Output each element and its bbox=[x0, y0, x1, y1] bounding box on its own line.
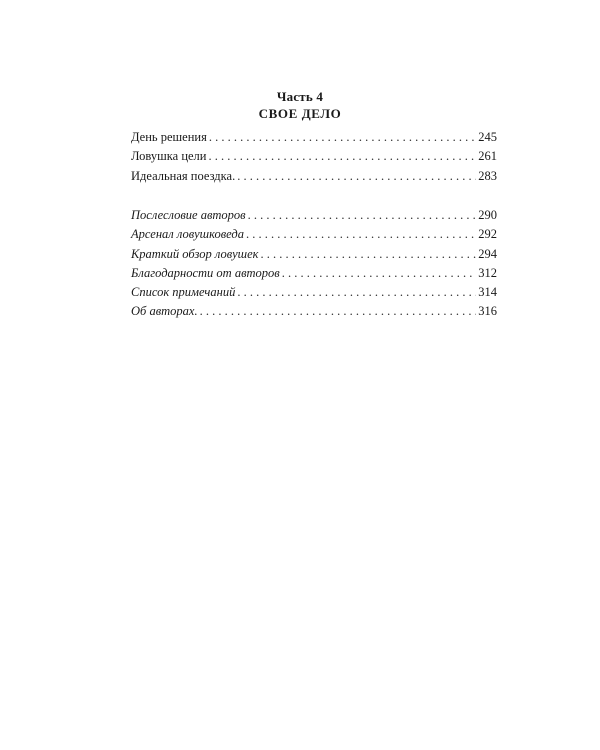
toc-entry bbox=[131, 264, 497, 283]
toc-entry-title: Арсенал ловушковеда bbox=[131, 227, 244, 242]
toc-entry-title: Краткий обзор ловушек bbox=[131, 246, 259, 261]
dot-leader bbox=[237, 283, 476, 302]
dot-leader bbox=[209, 147, 477, 166]
toc-entry bbox=[131, 167, 497, 186]
toc-entry-page: 292 bbox=[478, 227, 497, 242]
toc-entry-title: День решения bbox=[131, 130, 207, 144]
toc-entry bbox=[131, 225, 497, 244]
toc-entry-title: Об авторах. bbox=[131, 304, 198, 319]
part-number: Часть 4 bbox=[276, 89, 324, 104]
toc-entry-title: Ловушка цели bbox=[131, 149, 207, 164]
toc-entry bbox=[131, 283, 497, 302]
toc-entry bbox=[131, 128, 497, 147]
toc-entry-page: 283 bbox=[478, 168, 497, 183]
toc-entry-page: 314 bbox=[478, 285, 497, 300]
dot-leader bbox=[246, 225, 476, 244]
toc-entry-page: 294 bbox=[478, 246, 497, 261]
toc-entry bbox=[131, 147, 497, 166]
toc-entry-title: Благодарности от авторов bbox=[131, 265, 280, 280]
toc-chapters bbox=[131, 128, 497, 186]
dot-leader bbox=[248, 206, 477, 225]
dot-leader bbox=[261, 245, 477, 264]
part-header bbox=[0, 88, 600, 122]
toc-appendix bbox=[131, 206, 497, 322]
toc-entry-page: 312 bbox=[478, 265, 497, 280]
dot-leader bbox=[282, 264, 477, 283]
toc-entry-title: Список примечаний bbox=[131, 285, 236, 300]
dot-leader bbox=[209, 128, 476, 147]
toc-entry-page: 261 bbox=[478, 149, 497, 164]
dot-leader bbox=[237, 167, 476, 186]
toc-entry-title: Идеальная поездка. bbox=[131, 168, 236, 183]
toc-entry bbox=[131, 245, 497, 264]
toc-entry bbox=[131, 206, 497, 225]
toc-entry-title: Послесловие авторов bbox=[131, 208, 246, 222]
toc-entry-page: 290 bbox=[478, 208, 497, 222]
dot-leader bbox=[200, 302, 477, 321]
toc-entry bbox=[131, 302, 497, 321]
part-title: СВОЕ ДЕЛО bbox=[258, 106, 342, 121]
toc-entry-page: 316 bbox=[478, 304, 497, 319]
toc-entry-page: 245 bbox=[478, 130, 497, 144]
